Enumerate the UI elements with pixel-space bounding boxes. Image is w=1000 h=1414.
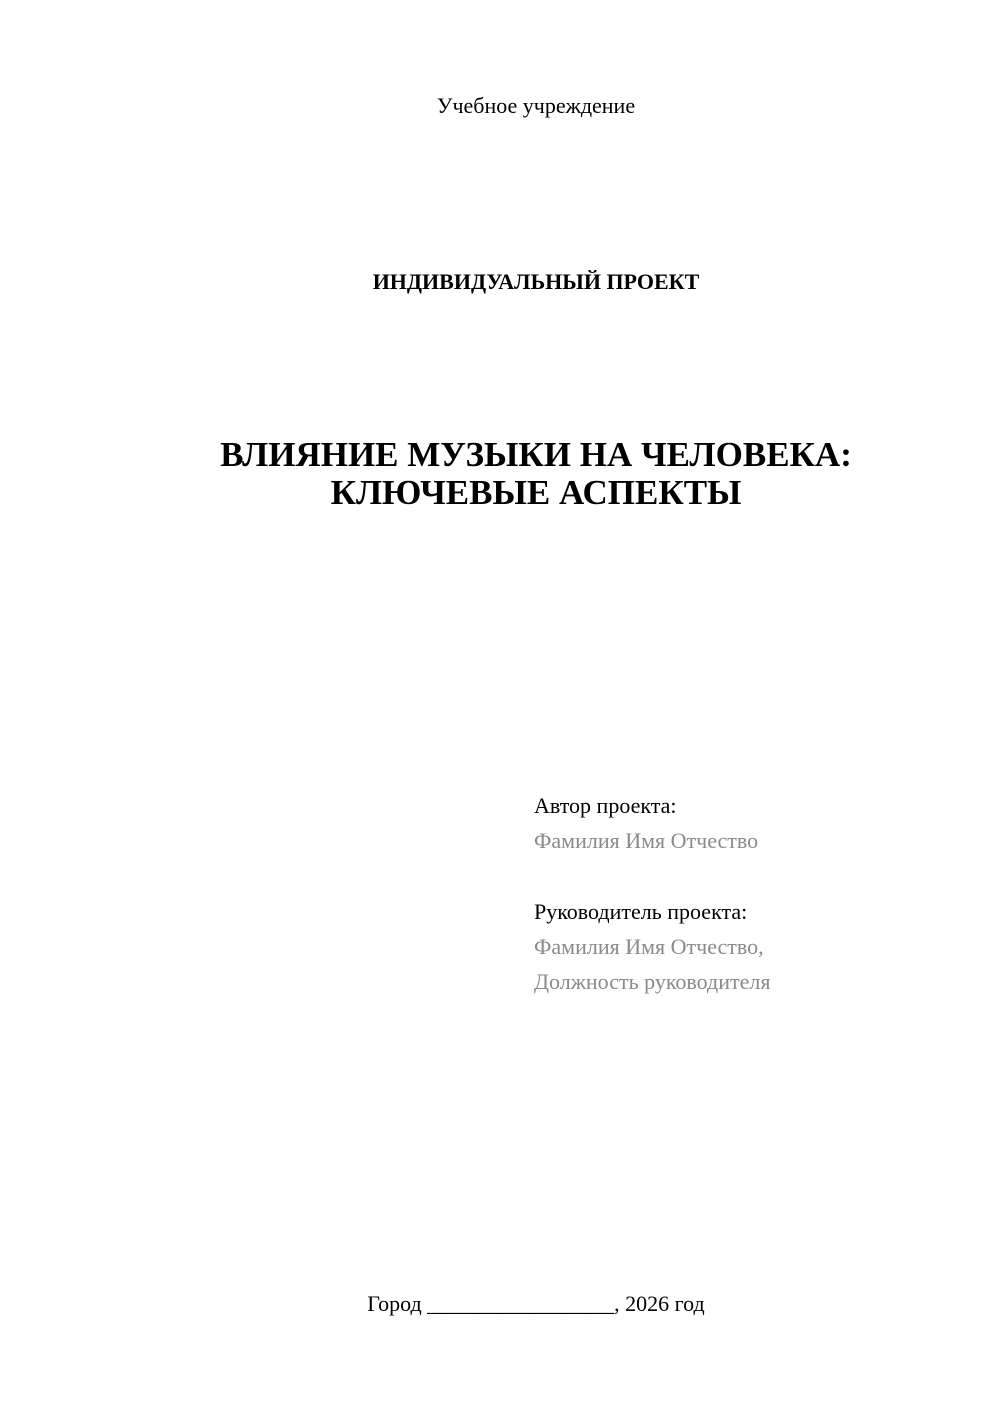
city-year-line: Город _________________, 2026 год — [367, 1291, 705, 1316]
project-title-line-1: ВЛИЯНИЕ МУЗЫКИ НА ЧЕЛОВЕКА: — [220, 435, 852, 474]
credits-block — [534, 788, 974, 999]
project-title — [0, 436, 1000, 512]
project-title-line-2: КЛЮЧЕВЫЕ АСПЕКТЫ — [330, 473, 742, 512]
supervisor-name: Фамилия Имя Отчество, — [534, 934, 764, 959]
credits-spacer — [534, 858, 974, 894]
institution-name: Учебное учреждение — [436, 93, 636, 118]
supervisor-label: Руководитель проекта: — [534, 899, 748, 924]
document-type: ИНДИВИДУАЛЬНЫЙ ПРОЕКТ — [372, 269, 700, 294]
supervisor-position: Должность руководителя — [534, 969, 771, 994]
author-name: Фамилия Имя Отчество — [534, 828, 759, 853]
author-label: Автор проекта: — [534, 793, 677, 818]
